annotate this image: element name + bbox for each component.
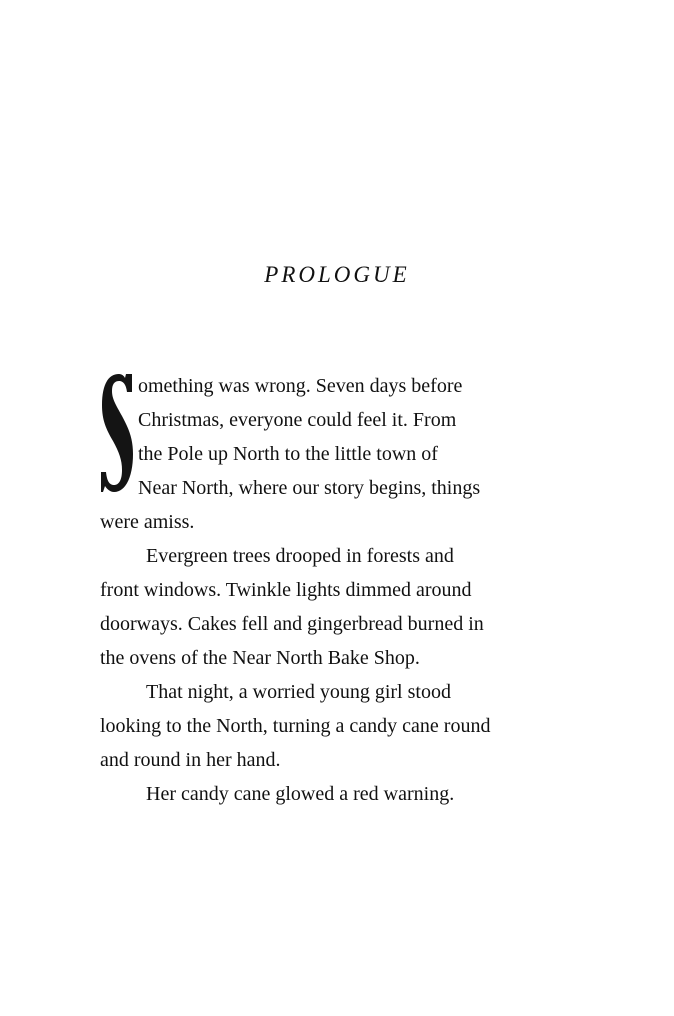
text-line: That night, a worried young girl stood <box>146 681 451 703</box>
text-line: Evergreen trees drooped in forests and <box>146 545 454 567</box>
prologue-text <box>100 369 580 811</box>
text-line: Christmas, everyone could feel it. From <box>138 409 457 431</box>
text-line: omething was wrong. Seven days before <box>138 375 463 397</box>
text-line: doorways. Cakes fell and gingerbread burned in <box>100 613 484 635</box>
text-line: and round in her hand. <box>100 749 281 771</box>
text-line: the Pole up North to the little town of <box>138 443 438 465</box>
chapter-title: PROLOGUE <box>264 262 410 287</box>
text-line: the ovens of the Near North Bake Shop. <box>100 647 420 669</box>
text-line: looking to the North, turning a candy cane round <box>100 715 491 737</box>
text-line: front windows. Twinkle lights dimmed around <box>100 579 472 601</box>
text-line: Near North, where our story begins, things <box>138 477 481 499</box>
text-line: were amiss. <box>100 511 195 533</box>
text-line: Her candy cane glowed a red warning. <box>146 783 455 805</box>
